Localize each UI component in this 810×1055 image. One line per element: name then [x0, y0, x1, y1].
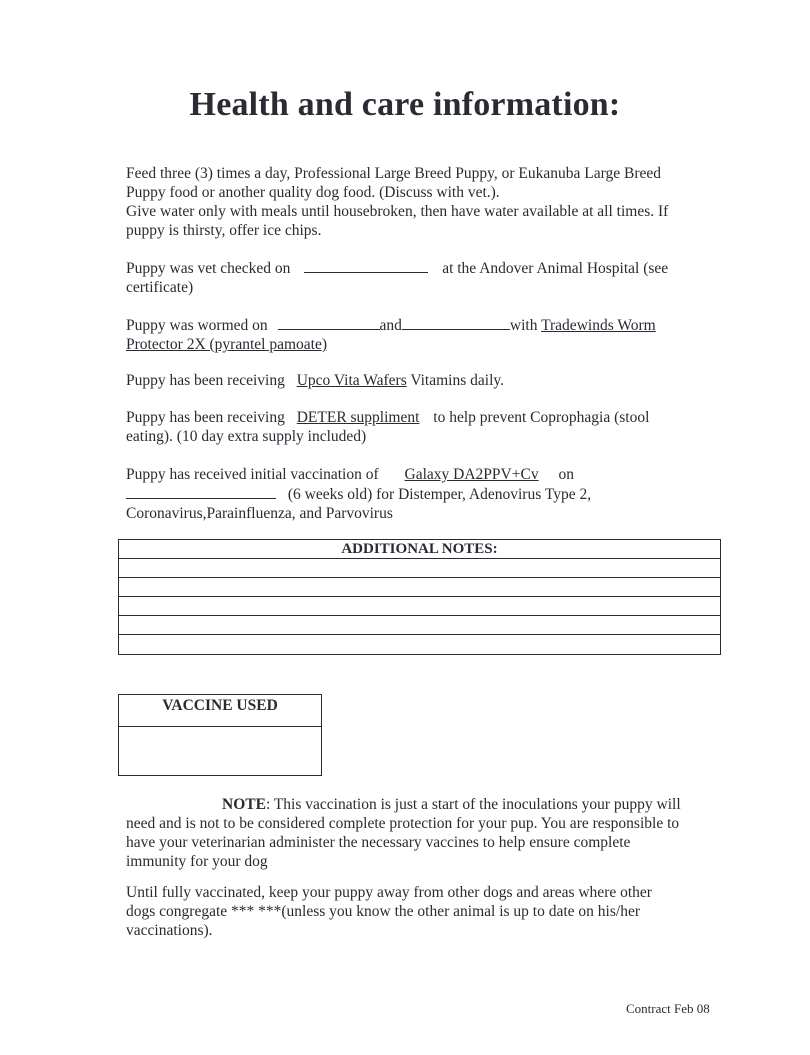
vaccination-paragraph — [126, 465, 716, 523]
deter-line-2: eating). (10 day extra supply included) — [126, 428, 367, 445]
wormed-prefix: Puppy was wormed on — [126, 317, 268, 334]
notes-line[interactable] — [119, 578, 720, 597]
note-line-4: immunity for your dog — [126, 853, 268, 870]
footer-contract-date: Contract Feb 08 — [626, 1001, 710, 1016]
vaccination-product: Galaxy DA2PPV+Cv — [404, 466, 539, 483]
until-line-1: Until fully vaccinated, keep your puppy away from other dogs and areas where other — [126, 884, 652, 901]
notes-line[interactable] — [119, 635, 720, 654]
vet-check-line-2: certificate) — [126, 279, 194, 296]
additional-notes-table — [118, 539, 721, 655]
wormed-date-1-blank[interactable] — [278, 315, 380, 330]
note-line-3: have your veterinarian administer the necessary vaccines to help ensure complete — [126, 834, 631, 851]
vitamins-product: Upco Vita Wafers — [296, 372, 407, 389]
wormed-paragraph — [126, 315, 716, 354]
vaccine-used-header: VACCINE USED — [119, 695, 321, 727]
until-line-2: dogs congregate *** ***(unless you know the other animal is up to date on his/her — [126, 903, 640, 920]
vaccination-date-blank[interactable] — [126, 484, 276, 499]
notes-line[interactable] — [119, 559, 720, 578]
wormer-product-a: Tradewinds Worm — [541, 317, 656, 334]
until-vaccinated-paragraph — [126, 883, 716, 940]
deter-product: DETER suppliment — [296, 409, 420, 426]
vaccination-age: (6 weeks old) for Distemper, Adenovirus Type 2, — [287, 486, 592, 503]
wormed-date-2-blank[interactable] — [402, 315, 510, 330]
vaccination-on: on — [558, 466, 574, 483]
vaccination-prefix: Puppy has received initial vaccination of — [126, 466, 379, 483]
note-line-1: : This vaccination is just a start of the inoculations your puppy will — [265, 796, 681, 813]
vaccine-used-field[interactable] — [119, 727, 321, 775]
page-title: Health and care information: — [189, 86, 621, 123]
vet-check-suffix: at the Andover Animal Hospital (see — [442, 260, 669, 277]
vet-check-date-blank[interactable] — [304, 258, 428, 273]
feeding-line-1: Feed three (3) times a day, Professional Large Breed Puppy, or Eukanuba Large Breed — [126, 165, 662, 182]
vitamins-paragraph — [126, 371, 716, 390]
vet-check-prefix: Puppy was vet checked on — [126, 260, 291, 277]
additional-notes-header: ADDITIONAL NOTES: — [119, 540, 720, 559]
notes-line[interactable] — [119, 616, 720, 635]
wormed-and: and — [379, 317, 402, 334]
deter-prefix: Puppy has been receiving — [126, 409, 285, 426]
feeding-instructions — [126, 164, 716, 240]
note-label: NOTE — [222, 796, 266, 813]
deter-suffix: to help prevent Coprophagia (stool — [433, 409, 650, 426]
notes-line[interactable] — [119, 597, 720, 616]
feeding-line-3: Give water only with meals until housebroken, then have water available at all times. If — [126, 203, 669, 220]
wormer-product-b: Protector 2X (pyrantel pamoate) — [126, 336, 327, 353]
vitamins-suffix: Vitamins daily. — [410, 372, 504, 389]
vet-check-paragraph — [126, 258, 716, 297]
vaccination-line-3: Coronavirus,Parainfluenza, and Parvovirus — [126, 505, 393, 522]
wormed-with: with — [509, 317, 538, 334]
vaccine-used-box — [118, 694, 322, 776]
feeding-line-4: puppy is thirsty, offer ice chips. — [126, 222, 322, 239]
note-paragraph — [126, 795, 726, 871]
note-line-2: need and is not to be considered complete protection for your pup. You are responsible to — [126, 815, 680, 832]
deter-paragraph — [126, 408, 716, 446]
feeding-line-2: Puppy food or another quality dog food. (Discuss with vet.). — [126, 184, 500, 201]
vitamins-prefix: Puppy has been receiving — [126, 372, 285, 389]
until-line-3: vaccinations). — [126, 922, 213, 939]
